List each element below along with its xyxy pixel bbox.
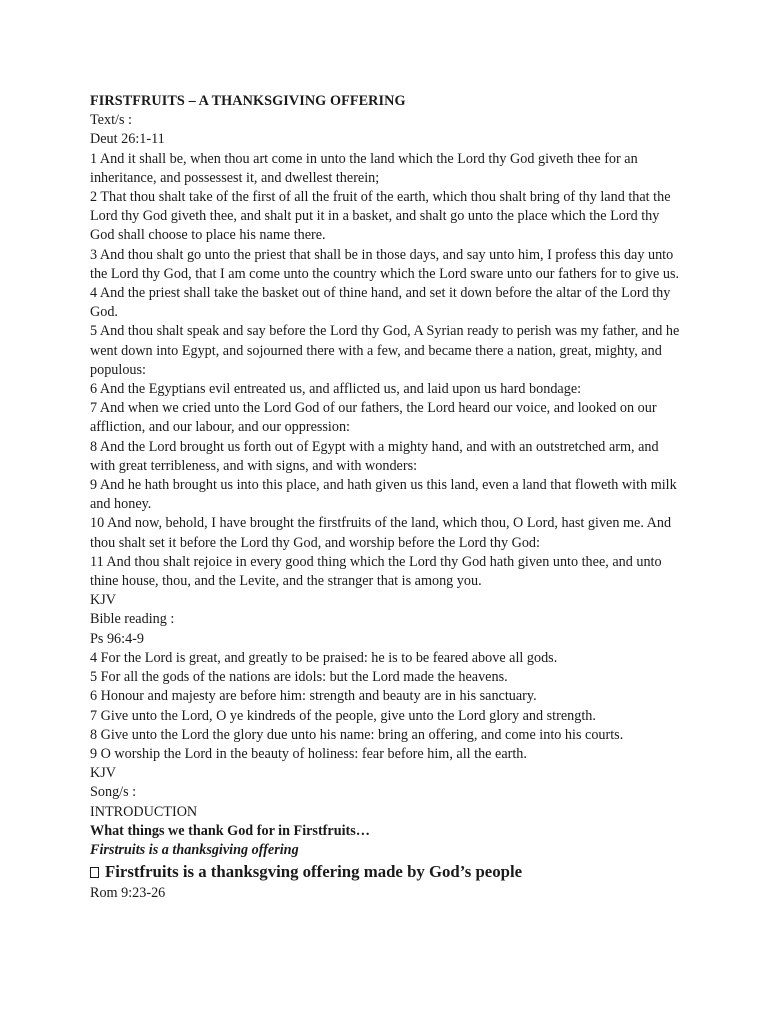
deut-verse-4: 4 And the priest shall take the basket out of thine hand, and set it down before the altar of the Lord thy God. xyxy=(90,285,671,321)
deut-verse-6: 6 And the Egyptians evil entreated us, and afflicted us, and laid upon us hard bondage: xyxy=(90,381,582,398)
deut-verse-3: 3 And thou shalt go unto the priest that shall be in those days, and say unto him, I profess this day unto the Lord thy God, that I am come unto the country which the Lord sware unto our fathers for to give us. xyxy=(90,246,680,282)
document-title: FIRSTFRUITS – A THANKSGIVING OFFERING xyxy=(90,93,406,109)
version-label-2: KJV xyxy=(90,765,117,782)
psalm-verse-5: 5 For all the gods of the nations are idols: but the Lord made the heavens. xyxy=(90,669,508,686)
version-label-1: KJV xyxy=(90,592,117,609)
deut-verse-1: 1 And it shall be, when thou art come in unto the land which the Lord thy God giveth thee for an inheritance, and possessest it, and dwellest therein; xyxy=(90,150,638,186)
bible-reading-reference: Ps 96:4-9 xyxy=(90,630,144,647)
deut-verse-5: 5 And thou shalt speak and say before the Lord thy God, A Syrian ready to perish was my father, and he went down into Egypt, and sojourned there with a few, and became there a nation, great, mighty, and populous: xyxy=(90,323,680,378)
psalm-verse-4: 4 For the Lord is great, and greatly to be praised: he is to be feared above all gods. xyxy=(90,649,558,666)
point-heading xyxy=(90,860,680,884)
texts-reference: Deut 26:1-11 xyxy=(90,131,165,148)
question-heading: What things we thank God for in Firstfruits… xyxy=(90,822,370,839)
box-glyph-icon xyxy=(90,867,99,878)
texts-label: Text/s : xyxy=(90,112,132,129)
deut-verse-2: 2 That thou shalt take of the first of all the fruit of the earth, which thou shalt bring of thy land that the Lord thy God giveth thee, and shalt put it in a basket, and shalt go unto the place which the Lord thy God shall choose to place his name there. xyxy=(90,189,671,244)
bible-reading-label: Bible reading : xyxy=(90,611,175,628)
songs-label: Song/s : xyxy=(90,784,137,801)
introduction-heading: INTRODUCTION xyxy=(90,803,198,820)
point-heading-text: Firstfruits is a thanksgving offering made by God’s people xyxy=(105,862,523,882)
deut-verse-10: 10 And now, behold, I have brought the firstfruits of the land, which thou, O Lord, hast given me. And thou shalt set it before the Lord thy God, and worship before the Lord thy God: xyxy=(90,515,672,551)
deut-verse-7: 7 And when we cried unto the Lord God of our fathers, the Lord heard our voice, and looked on our affliction, and our labour, and our oppression: xyxy=(90,400,657,436)
psalm-verse-9: 9 O worship the Lord in the beauty of holiness: fear before him, all the earth. xyxy=(90,745,527,762)
psalm-verse-6: 6 Honour and majesty are before him: strength and beauty are in his sanctuary. xyxy=(90,688,537,705)
psalm-passage xyxy=(90,649,680,764)
psalm-verse-8: 8 Give unto the Lord the glory due unto his name: bring an offering, and come into his courts. xyxy=(90,726,624,743)
document-page xyxy=(90,92,680,903)
deut-verse-11: 11 And thou shalt rejoice in every good thing which the Lord thy God hath given unto thee, and unto thine house, thou, and the Levite, and the stranger that is among you. xyxy=(90,553,662,590)
point-reference: Rom 9:23-26 xyxy=(90,885,166,902)
psalm-verse-7: 7 Give unto the Lord, O ye kindreds of the people, give unto the Lord glory and strength. xyxy=(90,707,596,724)
subheading: Firstruits is a thanksgiving offering xyxy=(90,841,299,858)
deuteronomy-passage xyxy=(90,150,680,592)
deut-verse-9: 9 And he hath brought us into this place, and hath given us this land, even a land that floweth with milk and honey. xyxy=(90,477,677,513)
deut-verse-8: 8 And the Lord brought us forth out of Egypt with a mighty hand, and with an outstretched arm, and with great terribleness, and with signs, and with wonders: xyxy=(90,438,659,474)
